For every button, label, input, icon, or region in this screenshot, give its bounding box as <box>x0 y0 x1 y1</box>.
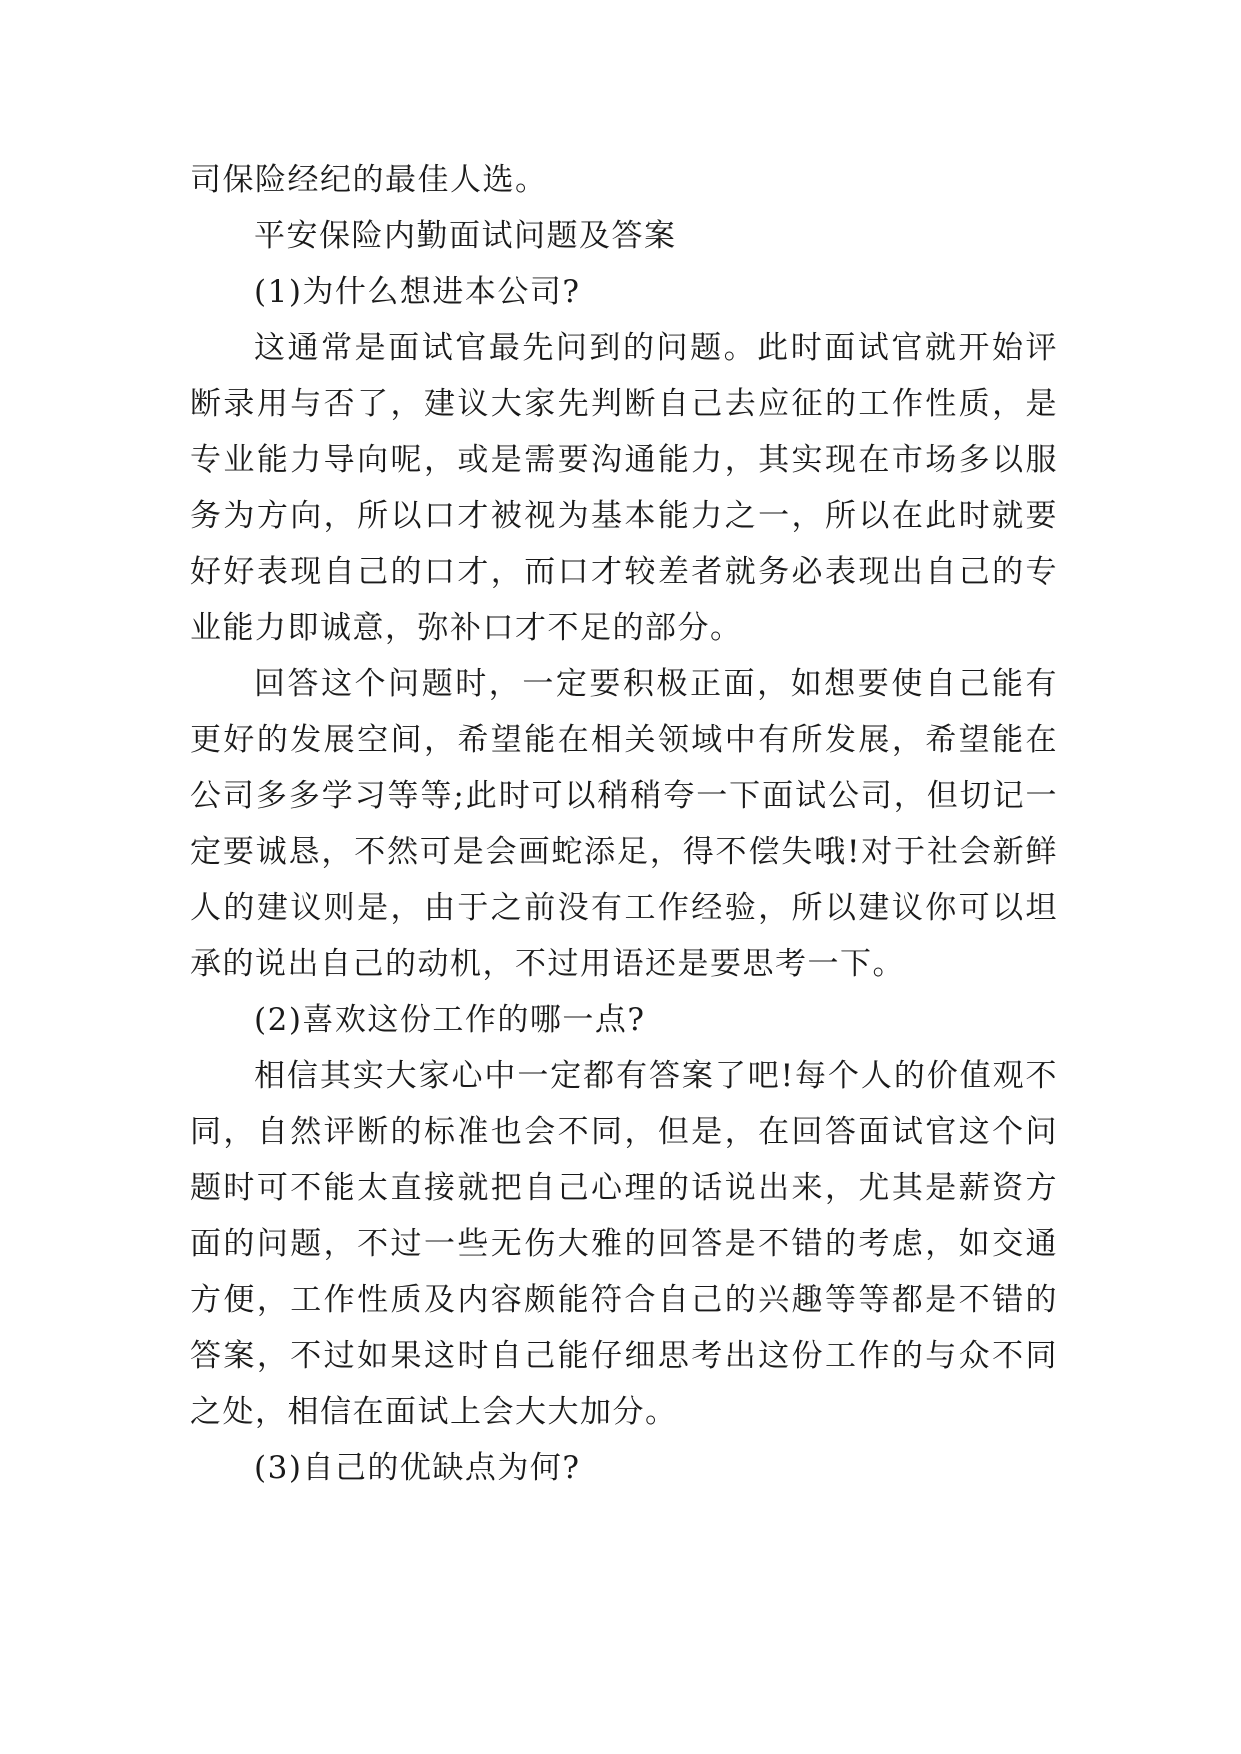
document-body <box>190 152 1058 1496</box>
question-2: (2)喜欢这份工作的哪一点? <box>254 1002 646 1038</box>
question-3: (3)自己的优缺点为何? <box>254 1450 581 1486</box>
answer-1-paragraph-2: 回答这个问题时，一定要积极正面，如想要使自己能有更好的发展空间，希望能在相关领域中有所发展，希望能在公司多多学习等等;此时可以稍稍夸一下面试公司，但切记一定要诚恳，不然可是会画蛇添足，得不偿失哦!对于社会新鲜人的建议则是，由于之前没有工作经验，所以建议你可以坦承的说出自己的动机，不过用语还是要思考一下。 <box>190 666 1058 982</box>
question-1: (1)为什么想进本公司? <box>254 274 581 310</box>
answer-1-paragraph-1: 这通常是面试官最先问到的问题。此时面试官就开始评断录用与否了，建议大家先判断自己去应征的工作性质，是专业能力导向呢，或是需要沟通能力，其实现在市场多以服务为方向，所以口才被视为基本能力之一，所以在此时就要好好表现自己的口才，而口才较差者就务必表现出自己的专业能力即诚意，弥补口才不足的部分。 <box>190 330 1058 646</box>
section-heading: 平安保险内勤面试问题及答案 <box>254 218 677 254</box>
answer-2-paragraph: 相信其实大家心中一定都有答案了吧!每个人的价值观不同，自然评断的标准也会不同，但是，在回答面试官这个问题时可不能太直接就把自己心理的话说出来，尤其是薪资方面的问题，不过一些无伤大雅的回答是不错的考虑，如交通方便，工作性质及内容颇能符合自己的兴趣等等都是不错的答案，不过如果这时自己能仔细思考出这份工作的与众不同之处，相信在面试上会大大加分。 <box>190 1058 1058 1430</box>
paragraph-continuation: 司保险经纪的最佳人选。 <box>190 162 548 198</box>
